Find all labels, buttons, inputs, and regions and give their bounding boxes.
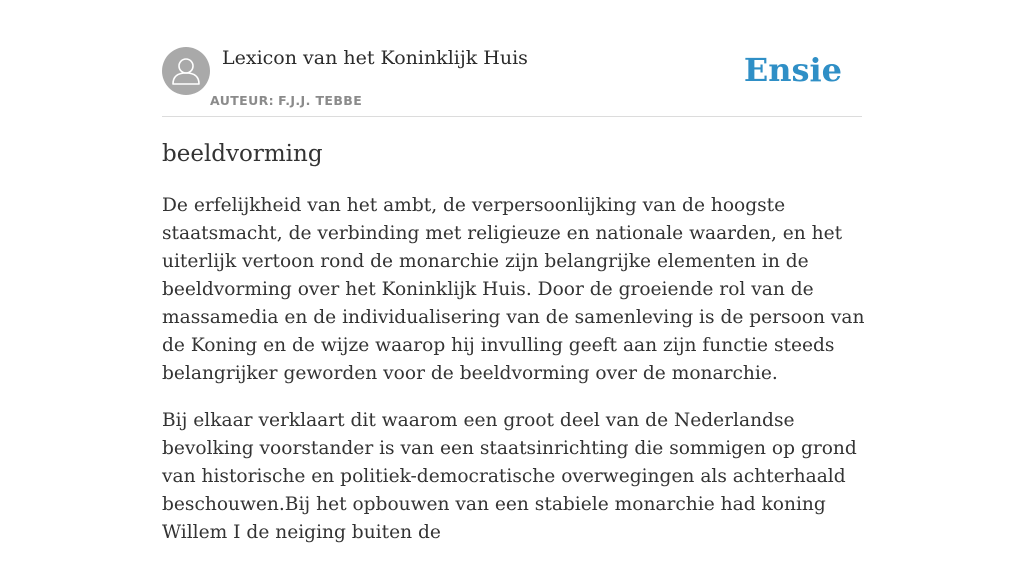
book-title[interactable]: Lexicon van het Koninklijk Huis — [222, 47, 528, 69]
author-name[interactable]: F.J.J. TEBBE — [278, 93, 363, 108]
entry-title: beeldvorming — [162, 141, 323, 167]
user-silhouette-icon — [162, 47, 210, 95]
paragraph: Bij elkaar verklaart dit waarom een groot deel van de Nederlandse bevolking voorstander is van een staatsinrichting die sommigen op grond van historische en politiek-democratische overwegingen als achterhaald beschouwen.Bij het opbouwen van een stabiele monarchie had koning Willem I de neiging buiten de — [162, 410, 857, 543]
ensie-logo[interactable]: Ensie — [743, 51, 842, 89]
paragraph: De erfelijkheid van het ambt, de verpersoonlijking van de hoogste staatsmacht, de verbinding met religieuze en nationale waarden, en het uiterlijk vertoon rond de monarchie zijn belangrijke elementen in de beeldvorming over het Koninklijk Huis. Door de groeiende rol van de massamedia en de individualisering van de samenleving is de persoon van de Koning en de wijze waarop hij invulling geeft aan zijn functie steeds belangrijker geworden voor de beeldvorming over de monarchie. — [162, 195, 865, 384]
entry-content — [162, 192, 867, 566]
author-avatar[interactable] — [162, 47, 210, 95]
author-line — [210, 93, 362, 108]
author-label: AUTEUR: — [210, 93, 275, 108]
header — [162, 46, 862, 117]
